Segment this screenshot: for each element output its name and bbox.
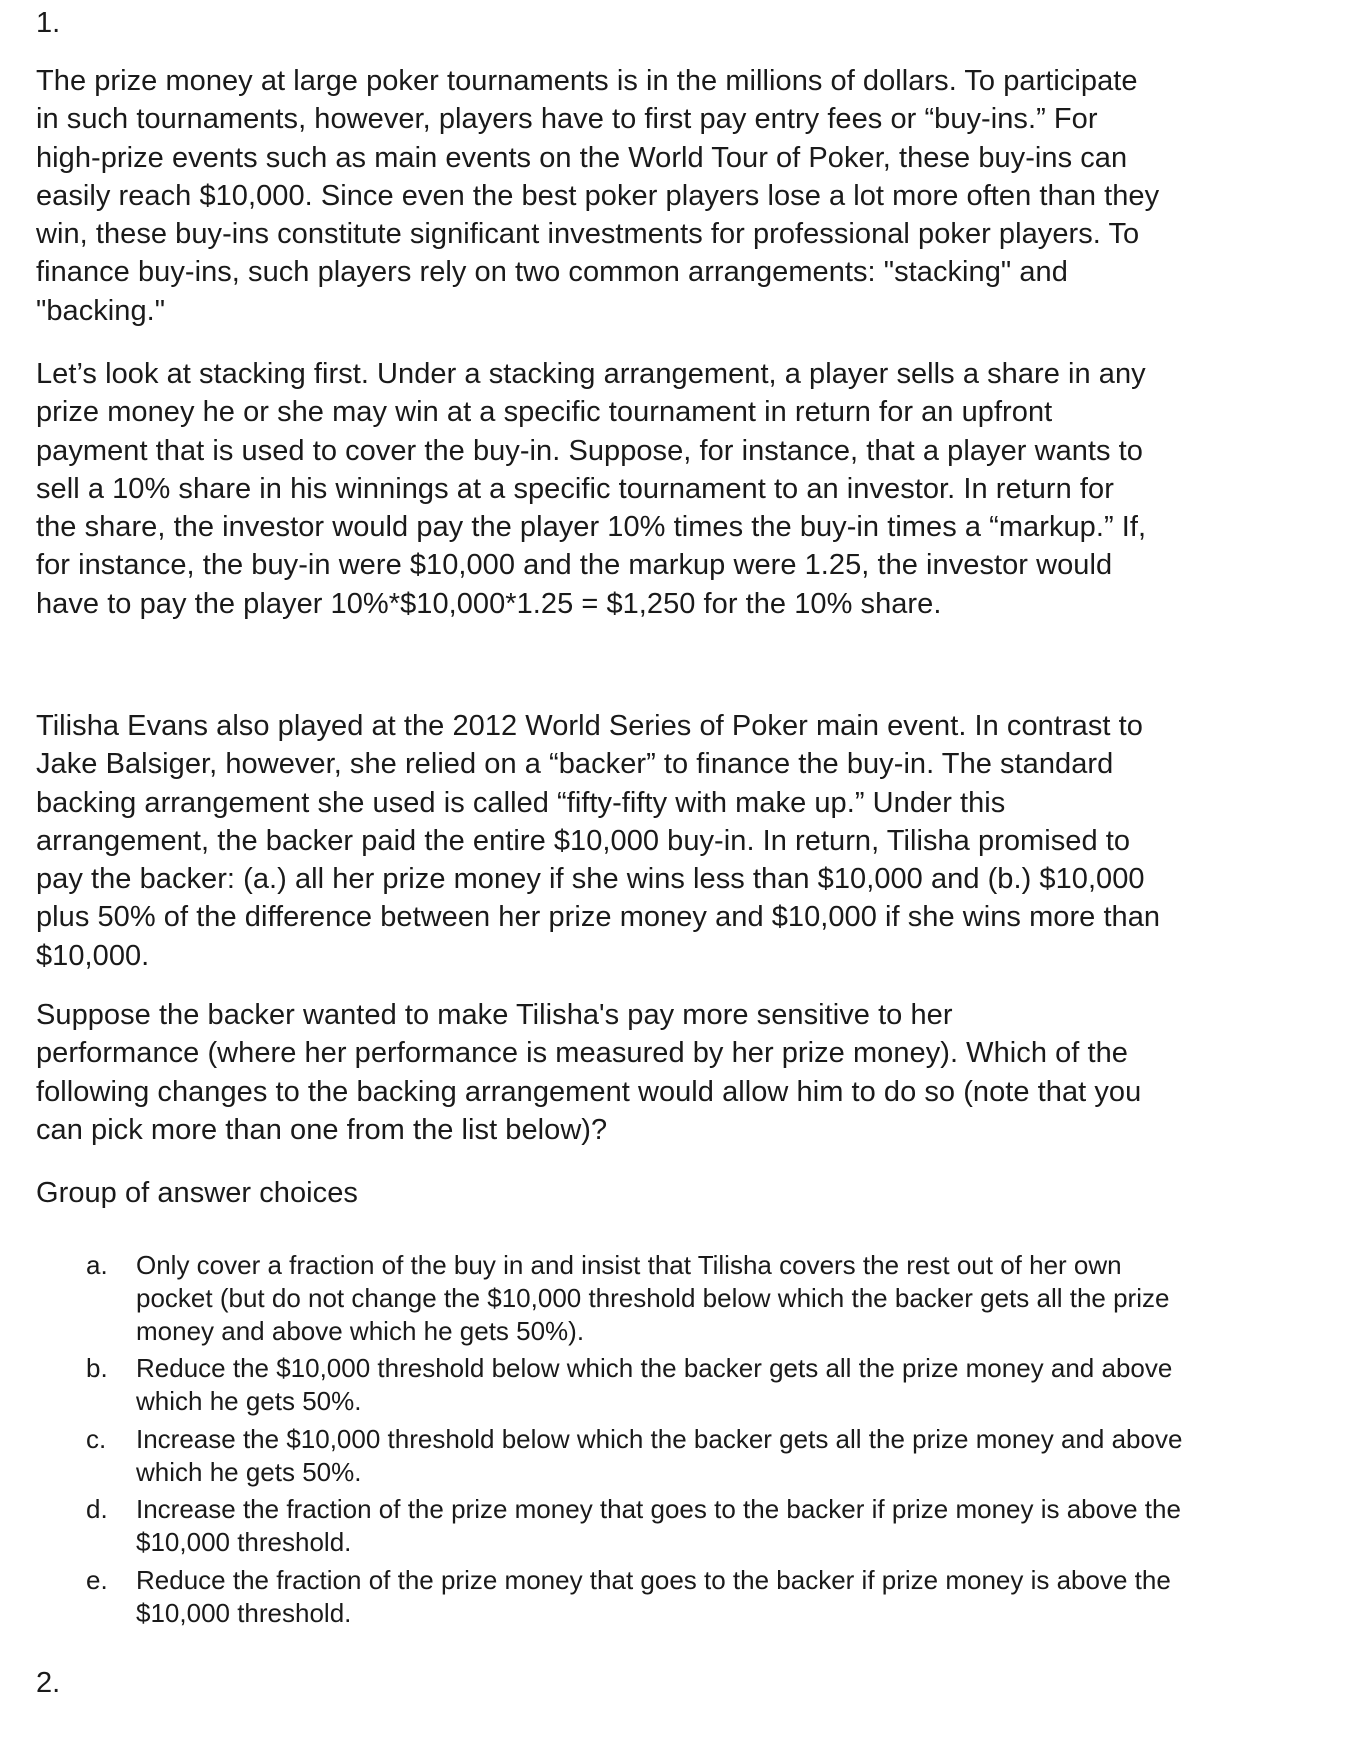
intro-paragraph [36,62,1331,330]
answer-choice-e[interactable] [0,1564,1352,1630]
choice-line: pocket (but do not change the $10,000 threshold below which the backer gets all the prize [136,1283,1170,1313]
choice-text [136,1423,1341,1489]
choice-line: Reduce the $10,000 threshold below which the backer gets all the prize money and above [136,1353,1173,1384]
backing-line: arrangement, the backer paid the entire $10,000 buy-in. In return, Tilisha promised to [36,824,1131,857]
choice-line: which he gets 50%. [136,1456,362,1487]
prompt-line: following changes to the backing arrangement would allow him to do so (note that you [36,1075,1142,1108]
answer-choice-b[interactable] [0,1352,1352,1418]
stacking-line: have to pay the player 10%*$10,000*1.25 = $1,250 for the 10% share. [36,587,942,620]
intro-line: win, these buy-ins constitute significant investments for professional poker players. To [36,218,1140,251]
choice-line: $10,000 threshold. [136,1597,352,1628]
intro-line: "backing." [36,294,166,327]
choice-letter: a. [86,1250,108,1280]
intro-line: high-prize events such as main events on the World Tour of Poker, these buy-ins can [36,141,1128,174]
choice-line: money and above which he gets 50%). [136,1316,585,1346]
prompt-line: Suppose the backer wanted to make Tilisha's pay more sensitive to her [36,999,953,1031]
choices-heading-text: Group of answer choices [36,1177,358,1209]
question-prompt [36,996,1331,1149]
intro-line: The prize money at large poker tournaments is in the millions of dollars. To participate [36,65,1138,97]
backing-line: $10,000. [36,939,150,972]
backing-line: Jake Balsiger, however, she relied on a “backer” to finance the buy-in. The standard [36,748,1114,781]
choice-line: Only cover a fraction of the buy in and insist that Tilisha covers the rest out of her own [136,1250,1122,1280]
question-1-number: 1. [36,7,61,39]
choice-text [136,1564,1341,1630]
stacking-line: sell a 10% share in his winnings at a specific tournament to an investor. In return for [36,472,1114,505]
stacking-line: Let’s look at stacking first. Under a stacking arrangement, a player sells a share in any [36,358,1146,390]
answer-choice-a[interactable] [0,1249,1352,1348]
choice-line: which he gets 50%. [136,1386,362,1417]
answer-choices-list [0,1249,1352,1634]
choice-line: Reduce the fraction of the prize money that goes to the backer if prize money is above the [136,1564,1171,1595]
stacking-line: the share, the investor would pay the player 10% times the buy-in times a “markup.” If, [36,511,1147,544]
backing-line: backing arrangement she used is called “fifty-fifty with make up.” Under this [36,786,1006,819]
answer-choice-c[interactable] [0,1423,1352,1489]
prompt-line: can pick more than one from the list below)? [36,1113,608,1146]
choice-text [136,1249,1341,1348]
backing-line: pay the backer: (a.) all her prize money if she wins less than $10,000 and (b.) $10,000 [36,863,1145,896]
choice-letter: b. [86,1353,108,1384]
stacking-line: prize money he or she may win at a specific tournament in return for an upfront [36,396,1053,429]
stacking-line: for instance, the buy-in were $10,000 and the markup were 1.25, the investor would [36,549,1113,582]
backing-paragraph [36,707,1331,975]
stacking-paragraph [36,355,1331,623]
choice-text [136,1352,1341,1418]
choice-letter: d. [86,1494,108,1525]
choice-line: Increase the $10,000 threshold below which the backer gets all the prize money and above [136,1423,1183,1454]
prompt-line: performance (where her performance is measured by her prize money). Which of the [36,1037,1128,1070]
choice-text [136,1493,1341,1559]
choice-letter: c. [86,1423,107,1454]
question-2-number: 2. [36,1667,61,1699]
backing-line: Tilisha Evans also played at the 2012 World Series of Poker main event. In contrast to [36,710,1143,742]
answer-choice-d[interactable] [0,1493,1352,1559]
intro-line: in such tournaments, however, players have to first pay entry fees or “buy-ins.” For [36,103,1098,136]
choice-letter: e. [86,1564,108,1595]
intro-line: finance buy-ins, such players rely on two common arrangements: "stacking" and [36,256,1068,289]
choice-line: Increase the fraction of the prize money that goes to the backer if prize money is above the [136,1494,1181,1525]
intro-line: easily reach $10,000. Since even the best poker players lose a lot more often than they [36,179,1160,212]
backing-line: plus 50% of the difference between her prize money and $10,000 if she wins more than [36,901,1161,934]
choice-line: $10,000 threshold. [136,1527,352,1558]
stacking-line: payment that is used to cover the buy-in. Suppose, for instance, that a player wants to [36,434,1143,467]
choices-heading [36,1174,1331,1212]
